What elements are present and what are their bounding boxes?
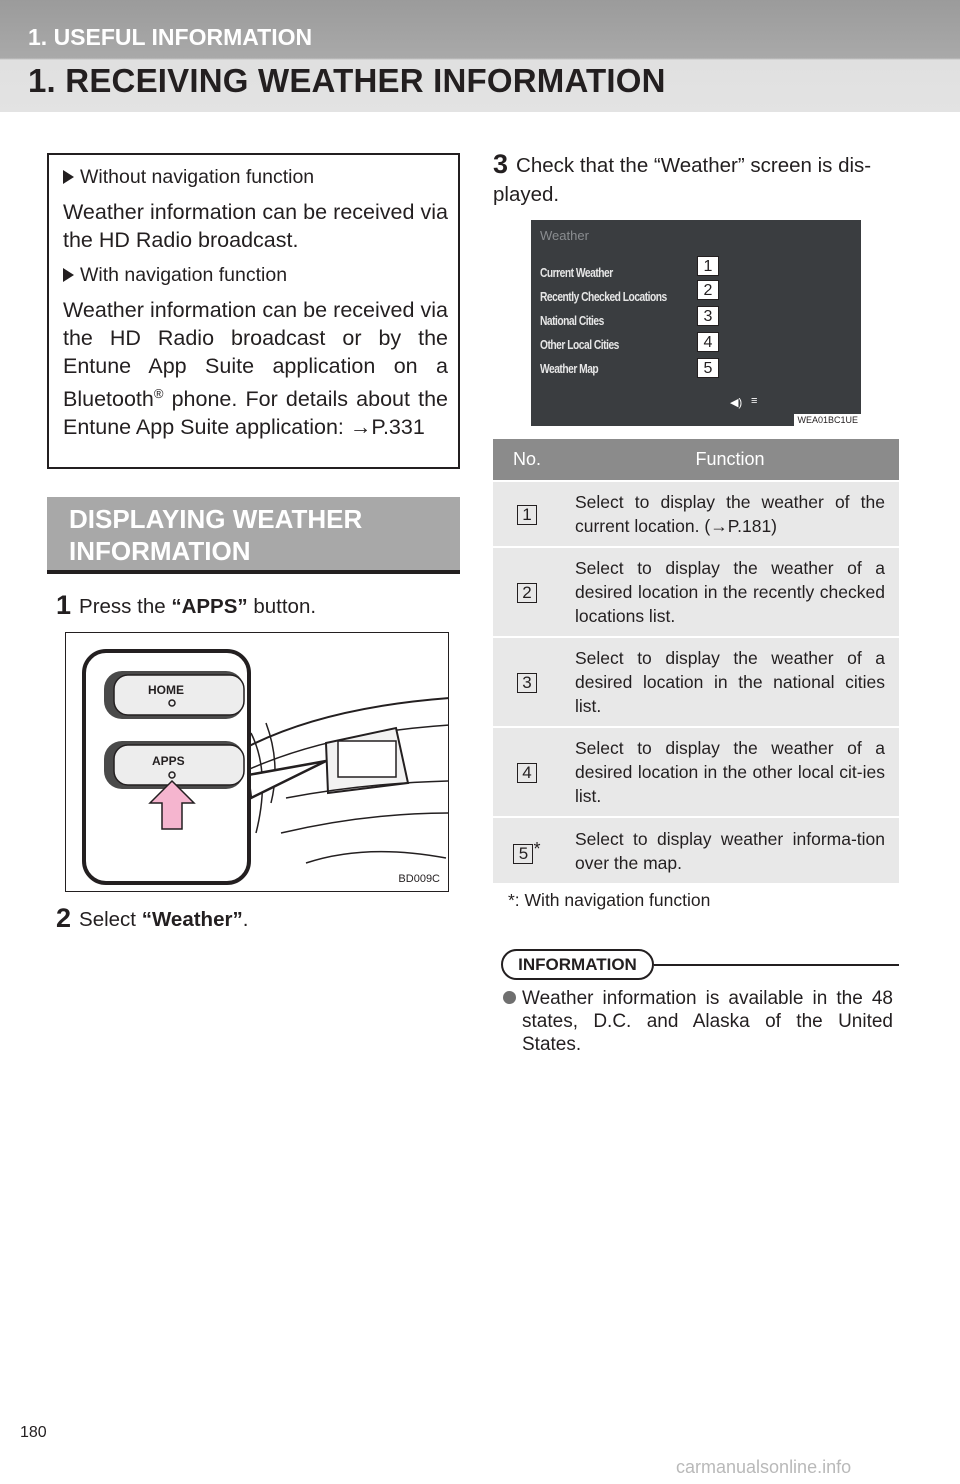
triangle-bullet-icon [63,268,74,282]
menu-item-national-cities: National Cities [540,314,604,328]
column-header-no: No. [493,439,561,481]
dashboard-drawing [66,633,449,892]
row-function-cell: Select to display the weather of the current location. (→P.181) [561,481,899,547]
callout-tag: 2 [697,280,719,300]
illustration-code: BD009C [398,873,440,885]
callout-tag: 5 [697,358,719,378]
triangle-bullet-icon [63,170,74,184]
boxed-number: 3 [517,673,537,693]
table-row [493,727,899,817]
callout-tag: 4 [697,332,719,352]
page-title: 1. RECEIVING WEATHER INFORMATION [28,62,666,99]
without-nav-text: Weather information can be received via the HD Radio broadcast. [63,200,448,252]
home-button-label: HOME [148,683,184,697]
with-nav-text [63,296,448,441]
step-1 [56,590,316,621]
footnote-marker: * [533,838,541,859]
information-label: INFORMATION [501,949,654,980]
step-text: Check that the “Weather” screen is dis-played. [493,154,872,206]
callout-tag: 1 [697,256,719,276]
without-nav-heading [63,163,448,191]
menu-item-other-local-cities: Other Local Cities [540,338,619,352]
step-number: 1 [56,590,72,620]
row-number-cell [493,481,561,547]
table-row [493,817,899,883]
boxed-number: 5 [513,844,533,864]
step-number: 3 [493,149,509,179]
apps-button-label: APPS [152,754,185,768]
with-nav-heading [63,261,448,289]
section-title: 1. USEFUL INFORMATION [28,24,313,50]
navigation-note-box [47,153,460,469]
table-header-row [493,439,899,481]
boxed-number: 4 [517,763,537,783]
screen-title: Weather [540,228,589,243]
row-number-cell [493,817,561,883]
column-header-function: Function [561,439,899,481]
with-nav-heading-text: With navigation function [80,264,288,286]
with-nav-text-part: Weather information can be received via the HD Radio broadcast or by the Entune App Suite application on a Bluetooth [63,298,448,412]
step-3 [493,150,908,209]
callout-tag: 3 [697,306,719,326]
table-row [493,637,899,727]
watermark: carmanualsonline.info [676,1457,852,1477]
step-number: 2 [56,903,72,933]
step-text: Press the [79,595,172,618]
table-footnote: *: With navigation function [508,890,711,910]
information-divider [654,964,899,966]
table-row [493,481,899,547]
weather-screen-screenshot [531,220,861,426]
step-text: button. [247,595,317,618]
menu-item-recently-checked: Recently Checked Locations [540,290,667,304]
row-number-cell [493,547,561,637]
dashboard-illustration [65,632,449,892]
menu-item-weather-map: Weather Map [540,362,599,376]
section-heading-line: INFORMATION [69,536,251,566]
boxed-number: 1 [517,505,537,525]
row-function-cell: Select to display the weather of a desired location in the national cities list. [561,637,899,727]
row-number-cell [493,727,561,817]
step-text: . [242,908,249,931]
section-heading [47,497,460,574]
boxed-number: 2 [517,583,537,603]
menu-item-current-weather: Current Weather [540,266,613,280]
page-reference-link[interactable]: →P.331 [349,415,425,440]
page-number: 180 [20,1424,47,1441]
table-row [493,547,899,637]
with-nav-text-part: phone. For details about the Entune App Suite application: [63,387,448,440]
without-nav-heading-text: Without navigation function [80,166,315,188]
section-heading-line: DISPLAYING WEATHER [69,504,363,534]
information-note [503,987,893,1056]
row-function-cell: Select to display weather informa-tion over the map. [561,817,899,883]
list-icon: ≡ [751,395,758,407]
row-number-cell [493,637,561,727]
step-keyword: “Weather” [141,908,243,931]
row-function-cell: Select to display the weather of a desired location in the recently checked locations list. [561,547,899,637]
bullet-dot-icon [503,991,516,1004]
information-text: Weather information is available in the 48 states, D.C. and Alaska of the United States. [522,988,893,1055]
page-header [0,0,960,112]
step-keyword: “APPS” [171,595,248,618]
volume-icon: ◀) [730,397,743,409]
function-table [493,439,899,883]
step-text: Select [79,908,142,931]
row-function-cell: Select to display the weather of a desired location in the other local cit-ies list. [561,727,899,817]
screenshot-code: WEA01BC1UE [794,414,861,426]
step-2 [56,903,248,934]
registered-mark: ® [153,386,164,401]
